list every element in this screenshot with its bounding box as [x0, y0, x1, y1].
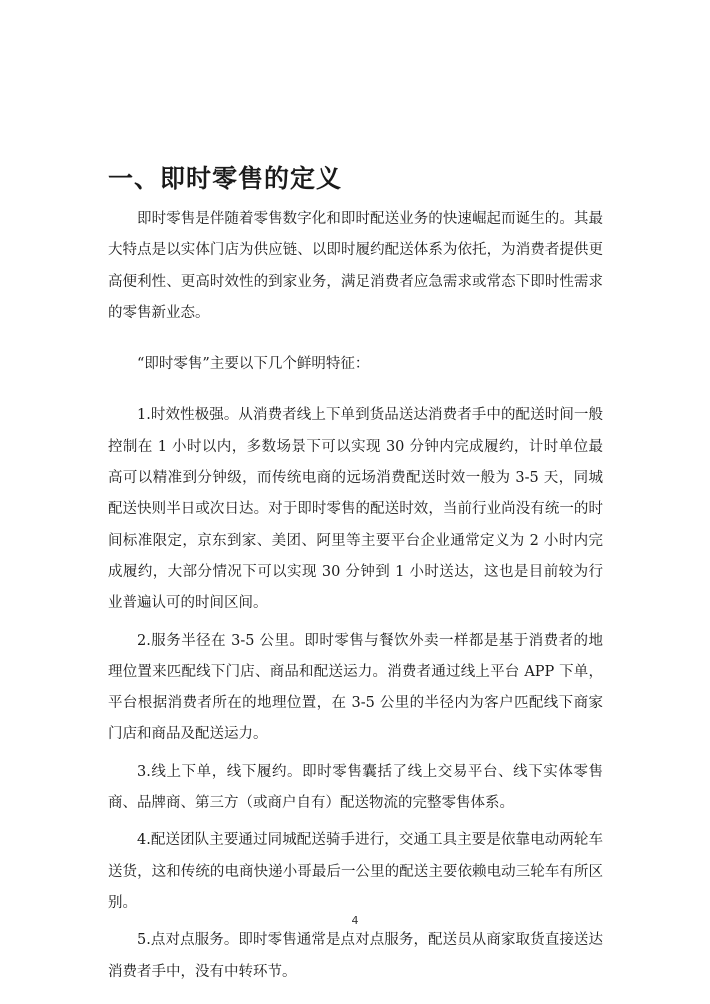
- paragraph-feature-3: 3.线上下单，线下履约。即时零售囊括了线上交易平台、线下实体零售商、品牌商、第三方（或商户自有）配送物流的完整零售体系。: [108, 763, 603, 812]
- paragraph-feature-4: 4.配送团队主要通过同城配送骑手进行，交通工具主要是依靠电动两轮车送货，这和传统的电商快递小哥最后一公里的配送主要依赖电动三轮车有所区别。: [108, 832, 603, 911]
- paragraph-feature-1: 1.时效性极强。从消费者线上下单到货品送达消费者手中的配送时间一般控制在 1 小时以内，多数场景下可以实现 30 分钟内完成履约，计时单位最高可以精准到分钟级，而传统电商的远场消费配送时效一般为 3-5 天，同城配送快则半日或次日达。对于即时零售的配送时效，当前行业尚没有统一的时间标准限定，京东到家、美团、阿里等主要平台企业通常定义为 2 小时内完成履约，大部分情况下可以实现 30 分钟到 1 小时送达，这也是目前较为行业普遍认可的时间区间。: [108, 407, 603, 612]
- page-number: 4: [351, 914, 359, 927]
- paragraph-feature-2: 2.服务半径在 3-5 公里。即时零售与餐饮外卖一样都是基于消费者的地理位置来匹配线下门店、商品和配送运力。消费者通过线上平台 APP 下单，平台根据消费者所在的地理位置，在 3-5 公里的半径内为客户匹配线下商家门店和商品及配送运力。: [108, 632, 603, 743]
- paragraph-features-intro: “即时零售”主要以下几个鲜明特征：: [137, 356, 370, 373]
- paragraph-feature-5: 5.点对点服务。即时零售通常是点对点服务，配送员从商家取货直接送达消费者手中，没有中转环节。: [108, 932, 603, 980]
- body-text: [108, 204, 603, 988]
- paragraph-definition: 即时零售是伴随着零售数字化和即时配送业务的快速崛起而诞生的。其最大特点是以实体门店为供应链、以即时履约配送体系为依托，为消费者提供更高便利性、更高时效性的到家业务，满足消费者应急需求或常态下即时性需求的零售新业态。: [108, 211, 603, 321]
- section-heading: 一、即时零售的定义: [108, 164, 343, 193]
